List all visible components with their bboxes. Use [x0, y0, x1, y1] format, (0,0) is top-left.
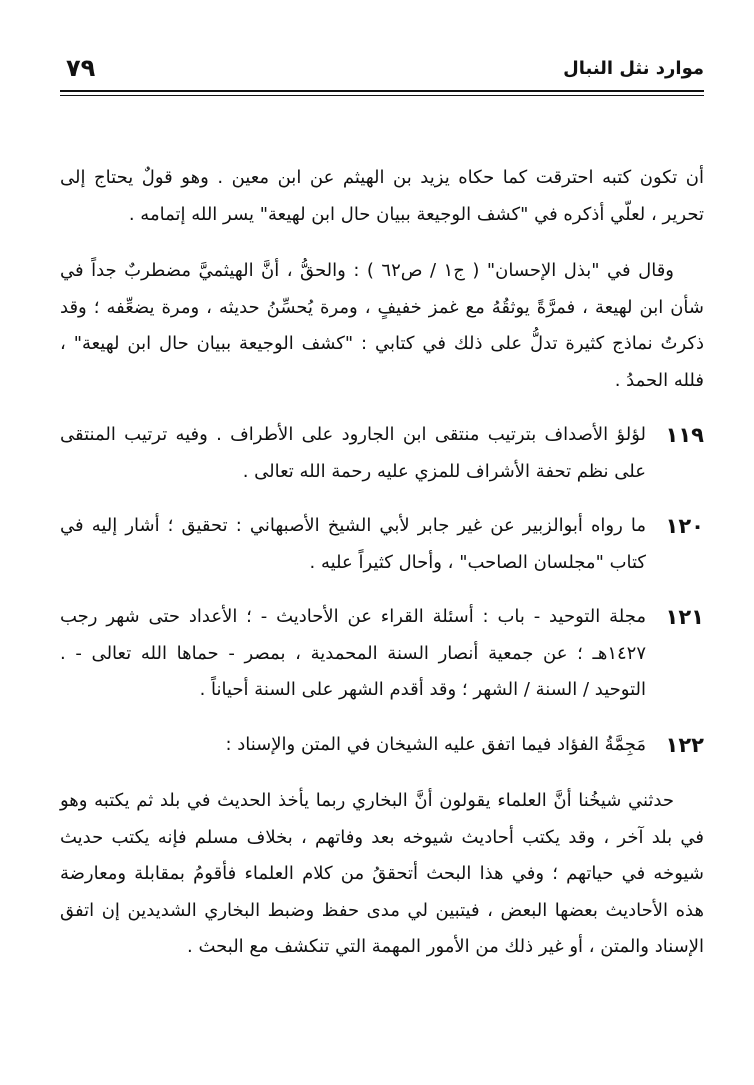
page-body [60, 160, 704, 966]
header-rule-thin [60, 95, 704, 96]
paragraph-bukhari-method: حدثني شيخُنا أنَّ العلماء يقولون أنَّ البخاري ربما يأخذ الحديث في بلد ثم يكتبه وهو في بلد آخر ، وقد يكتب أحاديث شيوخه بعد وفاتهم ، بخلاف مسلم فإنه يكتب حديث شيوخه في حياتهم ؛ وفي هذا البحث أتحققُ من كلام العلماء فأقومُ بمقابلة ومعارضة هذه الأحاديث بعضها البعض ، فيتبين لي مدى حفظ وضبط البخاري الشديدين إن اتفق الإسناد والمتن ، أو غير ذلك من الأمور المهمة التي تنكشف مع البحث . [60, 790, 704, 957]
paragraph-badhl-al-ihsan-quote: وقال في "بذل الإحسان" ( ج١ / ص٦٢ ) : والحقُّ ، أنَّ الهيثميَّ مضطربٌ جداً في شأن ابن لهيعة ، فمرَّةً يوثقُهُ مع غمز خفيفٍ ، ومرة يُحسِّنُ حديثه ، ومرة يضعِّفه ؛ وقد ذكرتُ نماذج كثيرة تدلُّ على ذلك في كتابي : "كشف الوجيعة ببيان حال ابن لهيعة" ، فلله الحمدُ . [60, 260, 704, 391]
entry-text: مجلة التوحيد - باب : أسئلة القراء عن الأحاديث - ؛ الأعداد حتى شهر رجب ١٤٢٧هـ ؛ عن جمعية أنصار السنة المحمدية ، بمصر - حماها الله تعالى - . التوحيد / السنة / الشهر ؛ وقد أقدم الشهر على السنة أحياناً . [60, 606, 646, 700]
page-number: ٧٩ [66, 54, 96, 82]
entry-number: ١٢٢ [665, 732, 704, 757]
entry-number: ١٢٠ [665, 514, 704, 538]
entry-119 [60, 417, 704, 490]
entry-text: مَجِمَّةُ الفؤاد فيما اتفق عليه الشيخان في المتن والإسناد : [225, 733, 646, 755]
entry-text: ما رواه أبوالزبير عن غير جابر لأبي الشيخ الأصبهاني : تحقيق ؛ أشار إليه في كتاب "مجلسان الصاحب" ، وأحال كثيراً عليه . [60, 515, 646, 573]
entry-122 [60, 727, 704, 764]
header-rule-thick [60, 90, 704, 92]
entry-121 [60, 599, 704, 709]
page-header [60, 50, 704, 90]
paragraph-ibn-lahia-note: أن تكون كتبه احترقت كما حكاه يزيد بن الهيثم عن ابن معين . وهو قولٌ يحتاج إلى تحرير ، لعلّي أذكره في "كشف الوجيعة ببيان حال ابن لهيعة" يسر الله إتمامه . [60, 167, 704, 225]
entry-120 [60, 508, 704, 581]
entry-number: ١١٩ [665, 423, 704, 447]
running-title: موارد نثل النبال [563, 58, 704, 79]
entry-number: ١٢١ [665, 605, 704, 629]
entry-text: لؤلؤ الأصداف بترتيب منتقى ابن الجارود على الأطراف . وفيه ترتيب المنتقى على نظم تحفة الأشراف للمزي عليه رحمة الله تعالى . [60, 424, 646, 482]
